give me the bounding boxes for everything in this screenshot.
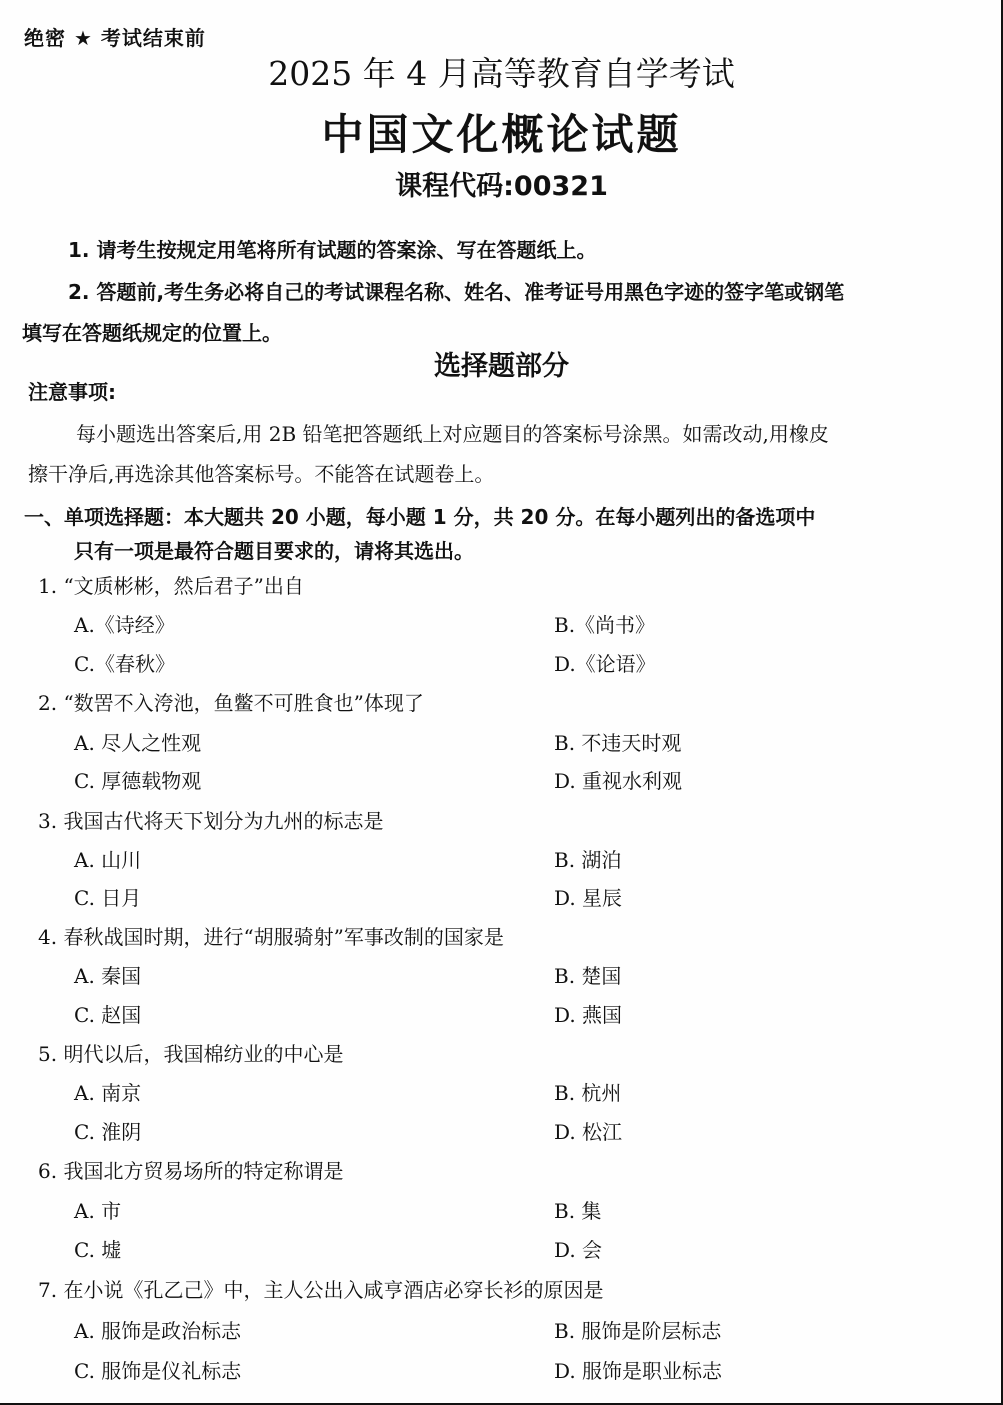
option-a: A. 服饰是政治标志	[74, 1319, 242, 1343]
option-d: D. 松江	[554, 1120, 623, 1144]
question-stem: 5. 明代以后，我国棉纺业的中心是	[38, 1042, 344, 1066]
option-c: C.《春秋》	[74, 652, 175, 676]
option-a: A. 秦国	[74, 964, 142, 988]
option-b: B. 服饰是阶层标志	[554, 1319, 722, 1343]
option-d: D. 星辰	[554, 886, 623, 910]
option-d: D. 燕国	[554, 1003, 623, 1027]
question-stem: 2. “数罟不入洿池，鱼鳖不可胜食也”体现了	[38, 691, 424, 715]
question-stem: 3. 我国古代将天下划分为九州的标志是	[38, 809, 384, 833]
option-b: B. 不违天时观	[554, 731, 682, 755]
section-title: 选择题部分	[434, 351, 569, 382]
option-a: A. 尽人之性观	[74, 731, 202, 755]
option-d: D. 服饰是职业标志	[554, 1359, 723, 1383]
option-d: D.《论语》	[554, 652, 656, 676]
notice-label: 注意事项:	[28, 380, 116, 404]
instruction-1: 1. 请考生按规定用笔将所有试题的答案涂、写在答题纸上。	[68, 238, 597, 262]
option-c: C. 厚德载物观	[74, 769, 202, 793]
option-c: C. 赵国	[74, 1003, 142, 1027]
instruction-2-line-1: 2. 答题前,考生务必将自己的考试课程名称、姓名、准考证号用黑色字迹的签字笔或钢笔	[68, 280, 845, 304]
part-heading-line-1: 一、单项选择题：本大题共 20 小题，每小题 1 分，共 20 分。在每小题列出的备选项中	[24, 505, 816, 529]
option-a: A. 市	[74, 1199, 122, 1223]
part-heading-line-2: 只有一项是最符合题目要求的，请将其选出。	[74, 539, 474, 563]
confidential-mark: 绝密 ★ 考试结束前	[24, 26, 206, 50]
option-a: A. 山川	[74, 848, 142, 872]
option-c: C. 日月	[74, 886, 142, 910]
option-c: C. 服饰是仪礼标志	[74, 1359, 242, 1383]
option-d: D. 会	[554, 1238, 603, 1262]
option-c: C. 墟	[74, 1238, 122, 1262]
question-stem: 7. 在小说《孔乙己》中，主人公出入咸亨酒店必穿长衫的原因是	[38, 1278, 604, 1302]
option-b: B. 杭州	[554, 1081, 622, 1105]
exam-session-title-text: 2025 年 4 月高等教育自学考试	[268, 54, 735, 93]
option-b: B. 楚国	[554, 964, 622, 988]
notice-line-2: 擦干净后,再选涂其他答案标号。不能答在试题卷上。	[28, 462, 495, 486]
option-a: A.《诗经》	[74, 613, 175, 637]
option-d: D. 重视水利观	[554, 769, 683, 793]
instruction-2-line-2: 填写在答题纸规定的位置上。	[22, 321, 282, 345]
option-b: B.《尚书》	[554, 613, 656, 637]
question-stem: 1. “文质彬彬，然后君子”出自	[38, 574, 304, 598]
option-b: B. 集	[554, 1199, 602, 1223]
paper-title: 中国文化概论试题	[321, 110, 682, 159]
option-a: A. 南京	[74, 1081, 142, 1105]
question-stem: 4. 春秋战国时期，进行“胡服骑射”军事改制的国家是	[38, 925, 504, 949]
course-code: 课程代码:00321	[395, 171, 608, 202]
option-b: B. 湖泊	[554, 848, 622, 872]
exam-session-title	[0, 48, 1003, 95]
notice-line-1: 每小题选出答案后,用 2B 铅笔把答题纸上对应题目的答案标号涂黑。如需改动,用橡皮	[76, 422, 829, 446]
option-c: C. 淮阴	[74, 1120, 142, 1144]
question-stem: 6. 我国北方贸易场所的特定称谓是	[38, 1159, 344, 1183]
